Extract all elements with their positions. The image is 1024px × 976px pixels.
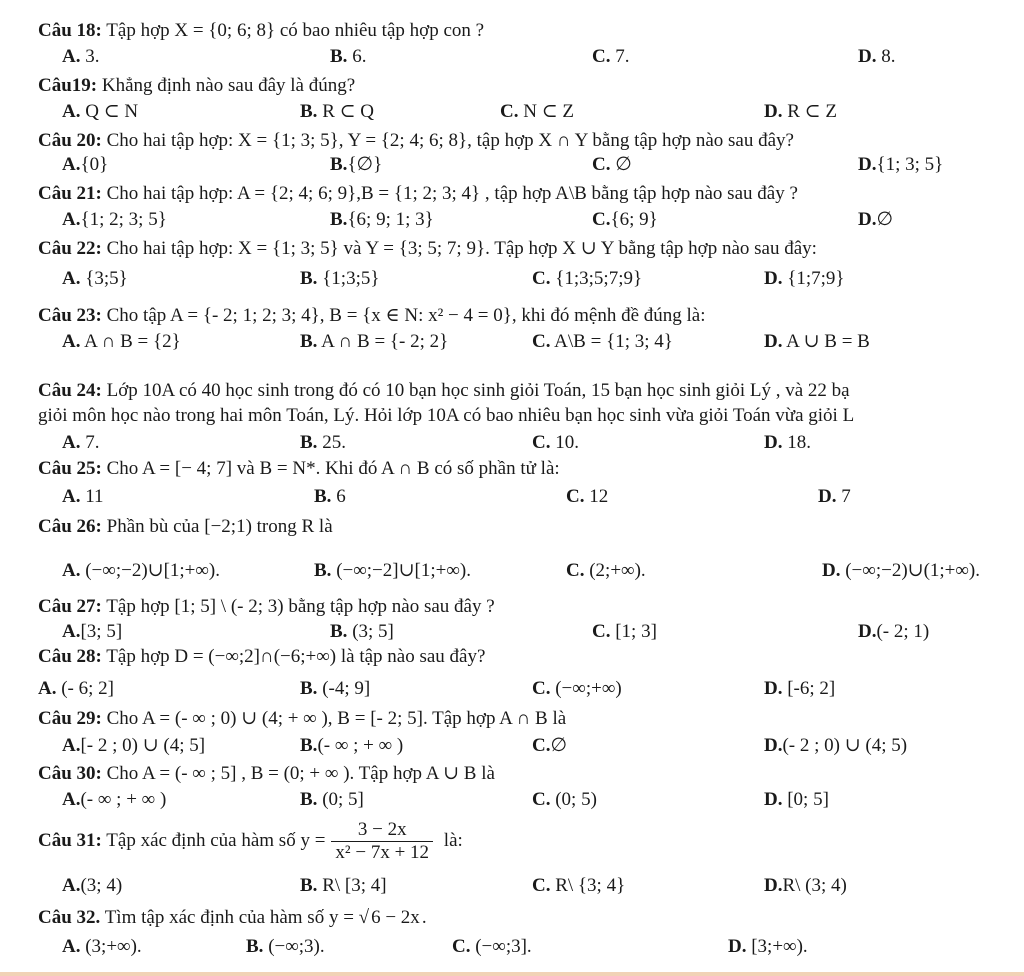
question-text: Cho A = (- ∞ ; 5] , B = (0; + ∞ ). Tập hợp A ∪ B là	[101, 763, 495, 784]
option-letter: C.	[532, 735, 551, 756]
question-label: Câu 27:	[38, 596, 102, 617]
question-30	[38, 763, 1024, 785]
option-text: 7	[836, 486, 851, 507]
question-18	[38, 20, 1024, 42]
fraction-numerator: 3 − 2x	[331, 819, 433, 842]
option-text: (−∞;−2]∪[1;+∞).	[331, 560, 471, 581]
option-text: (3;+∞).	[80, 936, 142, 957]
option-letter: C.	[592, 46, 611, 67]
question-text-continued: giỏi môn học nào trong hai môn Toán, Lý. Hỏi lớp 10A có bao nhiêu bạn học sinh vừa giỏi Toán vừa giỏi L	[38, 405, 855, 426]
question-text: Tập xác định của hàm số y =	[101, 830, 326, 851]
options-31	[0, 875, 1024, 899]
option-text: N ⊂ Z	[518, 101, 574, 122]
question-text: Cho tập A = {- 2; 1; 2; 3; 4}, B = {x ∈ N: x² − 4 = 0}, khi đó mệnh đề đúng là:	[101, 305, 706, 326]
option-text: [-6; 2]	[782, 678, 836, 699]
option-letter: B.	[314, 560, 332, 581]
question-text-after: là:	[439, 830, 463, 851]
option-text: {1;7;9}	[782, 268, 845, 289]
option-text: ∅	[876, 209, 894, 230]
option-letter: A.	[62, 101, 81, 122]
option-letter: D.	[764, 331, 783, 352]
option-letter: D.	[822, 560, 841, 581]
options-20	[0, 154, 1024, 178]
question-text: Lớp 10A có 40 học sinh trong đó có 10 bạn học sinh giỏi Toán, 15 bạn học sinh giỏi Lý , và 22 bạ	[101, 380, 850, 401]
option-b	[300, 678, 370, 700]
option-letter: C.	[532, 268, 551, 289]
option-text: 7.	[610, 46, 630, 67]
question-25	[38, 458, 1024, 480]
question-label: Câu 18:	[38, 20, 102, 41]
option-d	[858, 46, 895, 68]
option-c	[532, 331, 673, 353]
option-letter: B.	[300, 735, 318, 756]
option-letter: D.	[764, 268, 783, 289]
question-text: Cho A = [− 4; 7] và B = N*. Khi đó A ∩ B có số phần tử là:	[101, 458, 560, 479]
option-text: (- 2 ; 0) ∪ (4; 5)	[782, 735, 908, 756]
question-label: Câu 29:	[38, 708, 102, 729]
option-letter: D.	[764, 875, 783, 896]
option-letter: D.	[764, 735, 783, 756]
question-label: Câu 24:	[38, 380, 102, 401]
question-text: Tập hợp D = (−∞;2]∩(−6;+∞) là tập nào sau đây?	[101, 646, 486, 667]
option-text: 6	[331, 486, 346, 507]
option-a	[62, 936, 142, 958]
option-b	[300, 101, 374, 123]
options-30	[0, 789, 1024, 813]
option-letter: B.	[300, 432, 318, 453]
option-d	[764, 678, 835, 700]
option-letter: C.	[566, 560, 585, 581]
option-letter: B.	[300, 331, 318, 352]
option-b	[330, 209, 434, 231]
option-letter: C.	[532, 789, 551, 810]
page-bottom-edge	[0, 972, 1024, 976]
options-26	[0, 560, 1024, 584]
option-letter: D.	[764, 432, 783, 453]
option-a	[62, 154, 108, 176]
square-root-radicand: 6 − 2x	[371, 907, 420, 928]
option-text: (−∞;+∞)	[550, 678, 622, 699]
option-d	[728, 936, 808, 958]
question-text: Cho hai tập hợp: X = {1; 3; 5}, Y = {2; 4; 6; 8}, tập hợp X ∩ Y bằng tập hợp nào sau đây?	[101, 130, 794, 151]
option-c	[532, 268, 642, 290]
option-letter: B.	[300, 101, 318, 122]
option-text: (2;+∞).	[584, 560, 646, 581]
question-28	[38, 646, 1024, 668]
option-letter: A.	[62, 735, 81, 756]
option-letter: B.	[330, 46, 348, 67]
option-text: (3; 5]	[347, 621, 394, 642]
option-text: [3;+∞).	[746, 936, 808, 957]
question-label: Câu 22:	[38, 238, 102, 259]
option-a	[62, 735, 205, 757]
question-label: Câu 26:	[38, 516, 102, 537]
option-text: 8.	[876, 46, 896, 67]
option-text: (- ∞ ; + ∞ )	[80, 789, 167, 810]
option-c	[532, 678, 622, 700]
option-text: Q ⊂ N	[80, 101, 139, 122]
option-a	[62, 486, 104, 508]
question-text: Cho hai tập hợp: X = {1; 3; 5} và Y = {3; 5; 7; 9}. Tập hợp X ∪ Y bằng tập hợp nào sau đây:	[101, 238, 817, 259]
option-letter: B.	[314, 486, 332, 507]
question-label: Câu 32.	[38, 907, 101, 928]
question-text: Khẳng định nào sau đây là đúng?	[97, 75, 356, 96]
option-text: (−∞;−2)∪(1;+∞).	[840, 560, 981, 581]
question-text-after: .	[421, 907, 427, 928]
option-letter: D.	[858, 46, 877, 67]
options-29	[0, 735, 1024, 759]
fraction-denominator: x² − 7x + 12	[335, 842, 430, 864]
question-24-line-2	[38, 405, 1024, 427]
option-a	[62, 101, 138, 123]
option-text: A\B = {1; 3; 4}	[550, 331, 673, 352]
option-letter: D.	[764, 678, 783, 699]
option-letter: A.	[62, 209, 81, 230]
option-b	[330, 154, 382, 176]
option-b	[246, 936, 325, 958]
option-text: R\ (3; 4)	[782, 875, 847, 896]
option-text: 7.	[80, 432, 100, 453]
option-letter: C.	[592, 209, 611, 230]
option-b	[300, 331, 448, 353]
option-letter: B.	[330, 154, 348, 175]
option-text: {6; 9; 1; 3}	[347, 209, 434, 230]
option-text: (−∞;3).	[263, 936, 325, 957]
fraction	[331, 819, 433, 864]
option-letter: A.	[62, 560, 81, 581]
option-b	[330, 46, 366, 68]
option-c	[592, 621, 657, 643]
option-text: ∅	[550, 735, 568, 756]
question-label: Câu 31:	[38, 830, 102, 851]
option-letter: C.	[566, 486, 585, 507]
option-text: (0; 5]	[317, 789, 364, 810]
option-c	[452, 936, 532, 958]
option-letter: C.	[532, 432, 551, 453]
option-letter: B.	[246, 936, 264, 957]
option-text: 12	[584, 486, 609, 507]
option-text: R\ [3; 4]	[317, 875, 387, 896]
option-text: [3; 5]	[80, 621, 123, 642]
option-c	[566, 486, 608, 508]
option-text: A ∪ B = B	[782, 331, 870, 352]
option-letter: A.	[62, 875, 81, 896]
option-d	[764, 875, 847, 897]
option-text: 3.	[80, 46, 100, 67]
options-32	[0, 936, 1024, 960]
option-c	[532, 789, 597, 811]
option-letter: A.	[62, 154, 81, 175]
option-letter: A.	[62, 331, 81, 352]
option-d	[764, 432, 811, 454]
option-d	[818, 486, 851, 508]
option-a	[38, 678, 114, 700]
option-a	[62, 209, 167, 231]
option-b	[300, 875, 387, 897]
question-text: Cho hai tập hợp: A = {2; 4; 6; 9},B = {1; 2; 3; 4} , tập hợp A\B bằng tập hợp nào sau đây ?	[101, 183, 798, 204]
option-letter: D.	[858, 621, 877, 642]
option-b	[300, 268, 379, 290]
option-b	[300, 789, 364, 811]
option-d	[764, 101, 837, 123]
option-a	[62, 46, 99, 68]
option-letter: B.	[300, 268, 318, 289]
option-text: (3; 4)	[80, 875, 123, 896]
option-d	[764, 789, 829, 811]
option-text: R ⊂ Z	[782, 101, 837, 122]
question-19	[38, 75, 1024, 97]
option-letter: A.	[62, 621, 81, 642]
option-a	[62, 268, 128, 290]
question-label: Câu 30:	[38, 763, 102, 784]
option-d	[858, 209, 893, 231]
option-letter: B.	[300, 789, 318, 810]
option-text: (- 6; 2]	[56, 678, 114, 699]
option-d	[858, 154, 943, 176]
options-25	[0, 486, 1024, 510]
option-text: R ⊂ Q	[317, 101, 375, 122]
option-text: A ∩ B = {- 2; 2}	[317, 331, 449, 352]
option-text: [0; 5]	[782, 789, 829, 810]
option-text: (−∞;3].	[470, 936, 532, 957]
option-b	[314, 560, 471, 582]
option-text: {1; 3; 5}	[876, 154, 944, 175]
option-a	[62, 331, 181, 353]
option-letter: C.	[592, 621, 611, 642]
question-label: Câu 21:	[38, 183, 102, 204]
option-text: {6; 9}	[610, 209, 658, 230]
option-letter: C.	[452, 936, 471, 957]
option-d	[764, 268, 845, 290]
option-letter: D.	[858, 154, 877, 175]
option-c	[532, 432, 579, 454]
option-letter: A.	[62, 268, 81, 289]
question-label: Câu 23:	[38, 305, 102, 326]
option-letter: D.	[764, 789, 783, 810]
option-text: 6.	[347, 46, 367, 67]
question-31	[38, 813, 1024, 869]
option-text: (- 2; 1)	[876, 621, 930, 642]
option-text: (-4; 9]	[317, 678, 371, 699]
question-20	[38, 130, 1024, 152]
option-a	[62, 560, 220, 582]
option-text: (0; 5)	[550, 789, 597, 810]
option-letter: C.	[532, 678, 551, 699]
option-text: 18.	[782, 432, 811, 453]
option-letter: C.	[592, 154, 611, 175]
option-letter: A.	[62, 789, 81, 810]
option-c	[592, 154, 632, 176]
option-letter: B.	[300, 875, 318, 896]
option-d	[764, 331, 870, 353]
question-21	[38, 183, 1024, 205]
option-letter: A.	[62, 432, 81, 453]
option-text: {1;3;5;7;9}	[550, 268, 643, 289]
question-23	[38, 305, 1024, 327]
option-letter: C.	[500, 101, 519, 122]
option-letter: A.	[62, 46, 81, 67]
question-32	[38, 907, 1024, 929]
option-text: 10.	[550, 432, 579, 453]
option-letter: D.	[764, 101, 783, 122]
option-text: {1; 2; 3; 5}	[80, 209, 167, 230]
option-c	[532, 735, 567, 757]
option-letter: C.	[532, 331, 551, 352]
option-text: A ∩ B = {2}	[80, 331, 181, 352]
options-22	[0, 268, 1024, 292]
option-text: [- 2 ; 0) ∪ (4; 5]	[80, 735, 206, 756]
question-label: Câu 20:	[38, 130, 102, 151]
question-text: Tập hợp [1; 5] \ (- 2; 3) bằng tập hợp nào sau đây ?	[101, 596, 495, 617]
option-letter: C.	[532, 875, 551, 896]
option-letter: B.	[300, 678, 318, 699]
option-letter: A.	[62, 486, 81, 507]
question-24	[38, 380, 1024, 402]
options-24	[0, 432, 1024, 456]
option-letter: A.	[38, 678, 57, 699]
option-d	[764, 735, 907, 757]
option-a	[62, 789, 166, 811]
option-text: 11	[80, 486, 104, 507]
options-21	[0, 209, 1024, 233]
option-text: R\ {3; 4}	[550, 875, 626, 896]
option-d	[822, 560, 980, 582]
option-a	[62, 875, 122, 897]
option-text: [1; 3]	[610, 621, 657, 642]
option-b	[330, 621, 394, 643]
option-letter: B.	[330, 209, 348, 230]
option-c	[592, 209, 658, 231]
option-text: (- ∞ ; + ∞ )	[317, 735, 404, 756]
option-letter: A.	[62, 936, 81, 957]
option-text: {3;5}	[80, 268, 128, 289]
question-label: Câu19:	[38, 75, 98, 96]
question-29	[38, 708, 1024, 730]
options-23	[0, 331, 1024, 355]
option-letter: D.	[728, 936, 747, 957]
option-text: {1;3;5}	[317, 268, 380, 289]
option-a	[62, 621, 122, 643]
question-text: Cho A = (- ∞ ; 0) ∪ (4; + ∞ ), B = [- 2; 5]. Tập hợp A ∩ B là	[101, 708, 567, 729]
option-text: {0}	[80, 154, 109, 175]
option-b	[300, 735, 403, 757]
question-label: Câu 28:	[38, 646, 102, 667]
options-18	[0, 46, 1024, 70]
options-27	[0, 621, 1024, 645]
option-a	[62, 432, 99, 454]
option-b	[300, 432, 346, 454]
question-27	[38, 596, 1024, 618]
option-c	[592, 46, 629, 68]
question-text: Tìm tập xác định của hàm số y = √	[100, 907, 370, 928]
options-19	[0, 101, 1024, 125]
question-22	[38, 238, 1024, 260]
options-28	[0, 678, 1024, 702]
option-letter: B.	[330, 621, 348, 642]
option-text: {∅}	[347, 154, 383, 175]
option-letter: D.	[818, 486, 837, 507]
option-c	[500, 101, 574, 123]
option-letter: D.	[858, 209, 877, 230]
option-b	[314, 486, 346, 508]
option-text: 25.	[317, 432, 346, 453]
option-c	[566, 560, 646, 582]
question-label: Câu 25:	[38, 458, 102, 479]
question-text: Phần bù của [−2;1) trong R là	[101, 516, 333, 537]
question-text: Tập hợp X = {0; 6; 8} có bao nhiêu tập hợp con ?	[101, 20, 485, 41]
option-text: ∅	[610, 154, 632, 175]
option-d	[858, 621, 929, 643]
option-c	[532, 875, 625, 897]
question-26	[38, 516, 1024, 538]
option-text: (−∞;−2)∪[1;+∞).	[80, 560, 221, 581]
